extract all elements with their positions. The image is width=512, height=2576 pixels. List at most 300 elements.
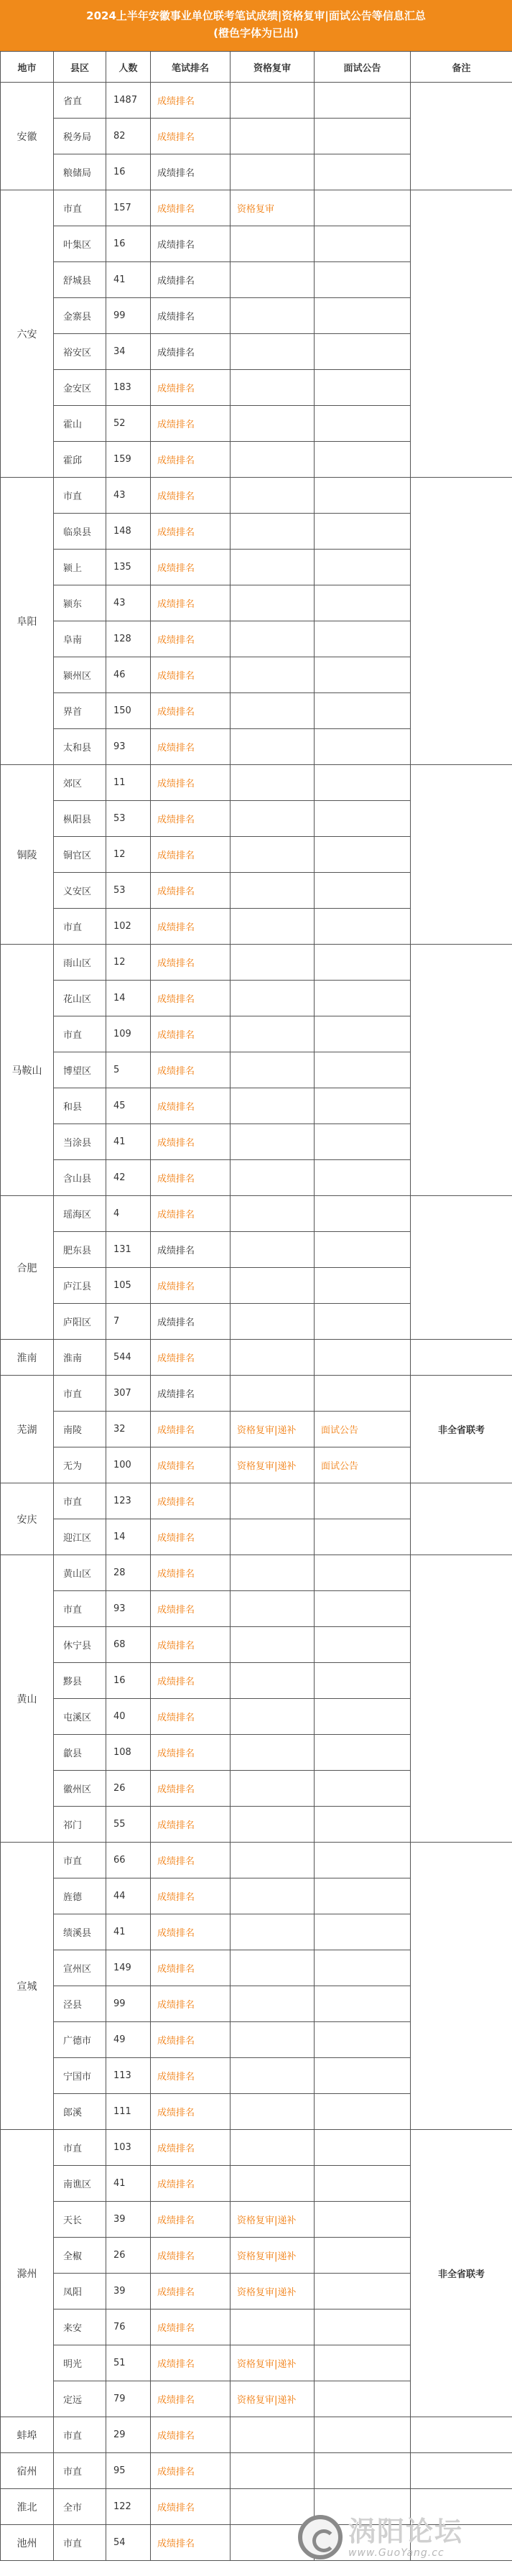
rank-link[interactable]: 成绩排名 (151, 2309, 231, 2345)
watermark-name: 涡阳论坛 (348, 2516, 464, 2547)
interview-link (315, 1340, 411, 1376)
review-link (231, 83, 315, 119)
review-link[interactable]: 资格复审|递补 (231, 2274, 315, 2309)
review-link[interactable]: 资格复审|递补 (231, 2381, 315, 2417)
table-row (1, 2417, 512, 2453)
interview-link (315, 1555, 411, 1591)
review-link (231, 2094, 315, 2130)
forum-logo-icon (298, 2515, 343, 2559)
note-cell (411, 190, 512, 478)
review-link (231, 1591, 315, 1627)
note-cell (411, 1483, 512, 1555)
count-cell: 12 (106, 945, 151, 981)
interview-link (315, 1986, 411, 2022)
city-cell: 六安 (1, 190, 54, 478)
rank-link[interactable]: 成绩排名 (151, 1412, 231, 1447)
rank-link[interactable]: 成绩排名 (151, 550, 231, 585)
interview-link (315, 1771, 411, 1807)
interview-link (315, 1376, 411, 1412)
district-cell: 含山县 (54, 1160, 106, 1196)
rank-link[interactable]: 成绩排名 (151, 1735, 231, 1771)
rank-link[interactable]: 成绩排名 (151, 981, 231, 1016)
interview-link (315, 1878, 411, 1914)
district-cell: 迎江区 (54, 1519, 106, 1555)
rank-link[interactable]: 成绩排名 (151, 693, 231, 729)
table-row (1, 190, 512, 226)
district-cell: 界首 (54, 693, 106, 729)
review-link (231, 909, 315, 945)
review-link (231, 1160, 315, 1196)
review-link (231, 1052, 315, 1088)
interview-link (315, 2381, 411, 2417)
rank-link[interactable]: 成绩排名 (151, 2453, 231, 2489)
review-link (231, 1771, 315, 1807)
count-cell: 148 (106, 514, 151, 550)
count-cell: 99 (106, 298, 151, 334)
watermark (298, 2508, 506, 2566)
interview-link[interactable]: 面试公告 (315, 1447, 411, 1483)
rank-link[interactable]: 成绩排名 (151, 729, 231, 765)
table-row (1, 2453, 512, 2489)
rank-link[interactable]: 成绩排名 (151, 1016, 231, 1052)
table-row (1, 945, 512, 981)
district-cell: 颍上 (54, 550, 106, 585)
rank-link[interactable]: 成绩排名 (151, 1663, 231, 1699)
rank-link[interactable]: 成绩排名 (151, 83, 231, 119)
district-cell: 歙县 (54, 1735, 106, 1771)
interview-link (315, 1663, 411, 1699)
interview-link (315, 1016, 411, 1052)
district-cell: 市直 (54, 2453, 106, 2489)
rank-link[interactable]: 成绩排名 (151, 657, 231, 693)
count-cell: 93 (106, 729, 151, 765)
rank-link[interactable]: 成绩排名 (151, 2345, 231, 2381)
interview-link (315, 2058, 411, 2094)
review-link (231, 334, 315, 370)
note-cell (411, 2453, 512, 2489)
rank-link[interactable]: 成绩排名 (151, 478, 231, 514)
district-cell: 雨山区 (54, 945, 106, 981)
count-cell: 41 (106, 1914, 151, 1950)
rank-link[interactable]: 成绩排名 (151, 1627, 231, 1663)
rank-link[interactable]: 成绩排名 (151, 1268, 231, 1304)
review-link[interactable]: 资格复审|递补 (231, 2238, 315, 2274)
note-cell (411, 83, 512, 190)
review-link (231, 837, 315, 873)
district-cell: 铜官区 (54, 837, 106, 873)
rank-link[interactable]: 成绩排名 (151, 1088, 231, 1124)
interview-link (315, 1843, 411, 1878)
interview-link (315, 1591, 411, 1627)
district-cell: 市直 (54, 2130, 106, 2166)
rank-link[interactable]: 成绩排名 (151, 837, 231, 873)
count-cell: 123 (106, 1483, 151, 1519)
interview-link (315, 1196, 411, 1232)
rank-link[interactable]: 成绩排名 (151, 1160, 231, 1196)
rank-link[interactable]: 成绩排名 (151, 1196, 231, 1232)
district-cell: 淮南 (54, 1340, 106, 1376)
count-cell: 54 (106, 2525, 151, 2561)
interview-link (315, 2130, 411, 2166)
interview-link (315, 2453, 411, 2489)
review-link (231, 2417, 315, 2453)
count-cell: 49 (106, 2022, 151, 2058)
interview-link (315, 1160, 411, 1196)
count-cell: 39 (106, 2274, 151, 2309)
review-link (231, 2130, 315, 2166)
rank-link[interactable]: 成绩排名 (151, 1591, 231, 1627)
count-cell: 41 (106, 1124, 151, 1160)
interview-link (315, 2202, 411, 2238)
table-row (1, 1483, 512, 1519)
review-link (231, 981, 315, 1016)
col-header-review: 资格复审 (231, 52, 315, 83)
rank-link[interactable]: 成绩排名 (151, 190, 231, 226)
interview-link (315, 370, 411, 406)
review-link (231, 1807, 315, 1843)
rank-link: 成绩排名 (151, 154, 231, 190)
rank-link: 成绩排名 (151, 262, 231, 298)
review-link (231, 154, 315, 190)
count-cell: 43 (106, 478, 151, 514)
review-link (231, 262, 315, 298)
interview-link (315, 442, 411, 478)
count-cell: 5 (106, 1052, 151, 1088)
review-link[interactable]: 资格复审 (231, 190, 315, 226)
count-cell: 41 (106, 262, 151, 298)
table-row (1, 1376, 512, 1412)
rank-link[interactable]: 成绩排名 (151, 1950, 231, 1986)
page-subtitle: (橙色字体为已出) (213, 27, 299, 40)
interview-link (315, 2166, 411, 2202)
review-link (231, 1016, 315, 1052)
rank-link[interactable]: 成绩排名 (151, 765, 231, 801)
review-link[interactable]: 资格复审|递补 (231, 1447, 315, 1483)
district-cell: 市直 (54, 2417, 106, 2453)
table-row (1, 2130, 512, 2166)
note-cell (411, 2417, 512, 2453)
interview-link (315, 2238, 411, 2274)
interview-link (315, 1627, 411, 1663)
district-cell: 粮储局 (54, 154, 106, 190)
city-cell: 淮南 (1, 1340, 54, 1376)
review-link (231, 1627, 315, 1663)
table-row (1, 83, 512, 119)
review-link (231, 226, 315, 262)
district-cell: 霍山 (54, 406, 106, 442)
review-link (231, 514, 315, 550)
review-link (231, 1878, 315, 1914)
rank-link[interactable]: 成绩排名 (151, 2166, 231, 2202)
district-cell: 省直 (54, 83, 106, 119)
rank-link[interactable]: 成绩排名 (151, 1878, 231, 1914)
rank-link[interactable]: 成绩排名 (151, 1052, 231, 1088)
count-cell: 102 (106, 909, 151, 945)
review-link (231, 370, 315, 406)
review-link (231, 406, 315, 442)
interview-link (315, 837, 411, 873)
rank-link[interactable]: 成绩排名 (151, 1483, 231, 1519)
rank-link[interactable]: 成绩排名 (151, 2130, 231, 2166)
rank-link[interactable]: 成绩排名 (151, 1519, 231, 1555)
rank-link[interactable]: 成绩排名 (151, 1124, 231, 1160)
interview-link (315, 1088, 411, 1124)
count-cell: 183 (106, 370, 151, 406)
interview-link (315, 2309, 411, 2345)
rank-link[interactable]: 成绩排名 (151, 1340, 231, 1376)
col-header-note: 备注 (411, 52, 512, 83)
city-cell: 安徽 (1, 83, 54, 190)
page-header (0, 0, 512, 51)
review-link (231, 442, 315, 478)
review-link (231, 1340, 315, 1376)
page-title: 2024上半年安徽事业单位联考笔试成绩|资格复审|面试公告等信息汇总 (86, 9, 426, 22)
review-link (231, 298, 315, 334)
district-cell: 税务局 (54, 119, 106, 154)
rank-link: 成绩排名 (151, 1232, 231, 1268)
interview-link (315, 406, 411, 442)
count-cell: 40 (106, 1699, 151, 1735)
rank-link[interactable]: 成绩排名 (151, 119, 231, 154)
interview-link[interactable]: 面试公告 (315, 1412, 411, 1447)
rank-link[interactable]: 成绩排名 (151, 2238, 231, 2274)
rank-link[interactable]: 成绩排名 (151, 2274, 231, 2309)
rank-link[interactable]: 成绩排名 (151, 2058, 231, 2094)
count-cell: 32 (106, 1412, 151, 1447)
count-cell: 113 (106, 2058, 151, 2094)
note-cell: 非全省联考 (411, 2130, 512, 2417)
rank-link: 成绩排名 (151, 1304, 231, 1340)
district-cell: 徽州区 (54, 1771, 106, 1807)
count-cell: 544 (106, 1340, 151, 1376)
count-cell: 26 (106, 2238, 151, 2274)
district-cell: 广德市 (54, 2022, 106, 2058)
rank-link[interactable]: 成绩排名 (151, 514, 231, 550)
note-cell (411, 1340, 512, 1376)
review-link (231, 1483, 315, 1519)
rank-link[interactable]: 成绩排名 (151, 621, 231, 657)
count-cell: 12 (106, 837, 151, 873)
rank-link[interactable]: 成绩排名 (151, 442, 231, 478)
district-cell: 定远 (54, 2381, 106, 2417)
count-cell: 68 (106, 1627, 151, 1663)
interview-link (315, 119, 411, 154)
review-link (231, 1986, 315, 2022)
city-cell: 宿州 (1, 2453, 54, 2489)
district-cell: 南陵 (54, 1412, 106, 1447)
review-link (231, 2309, 315, 2345)
note-cell: 非全省联考 (411, 1376, 512, 1483)
rank-link[interactable]: 成绩排名 (151, 1843, 231, 1878)
district-cell: 博望区 (54, 1052, 106, 1088)
district-cell: 庐阳区 (54, 1304, 106, 1340)
rank-link[interactable]: 成绩排名 (151, 1986, 231, 2022)
interview-link (315, 1519, 411, 1555)
review-link (231, 729, 315, 765)
district-cell: 裕安区 (54, 334, 106, 370)
district-cell: 全椒 (54, 2238, 106, 2274)
district-cell: 市直 (54, 1016, 106, 1052)
review-link (231, 1519, 315, 1555)
interview-link (315, 190, 411, 226)
count-cell: 51 (106, 2345, 151, 2381)
district-cell: 宁国市 (54, 2058, 106, 2094)
count-cell: 55 (106, 1807, 151, 1843)
district-cell: 天长 (54, 2202, 106, 2238)
district-cell: 黟县 (54, 1663, 106, 1699)
district-cell: 市直 (54, 1376, 106, 1412)
count-cell: 16 (106, 226, 151, 262)
rank-link[interactable]: 成绩排名 (151, 2094, 231, 2130)
district-cell: 无为 (54, 1447, 106, 1483)
review-link (231, 550, 315, 585)
rank-link[interactable]: 成绩排名 (151, 801, 231, 837)
district-cell: 宣州区 (54, 1950, 106, 1986)
interview-link (315, 1304, 411, 1340)
district-cell: 泾县 (54, 1986, 106, 2022)
count-cell: 46 (106, 657, 151, 693)
count-cell: 82 (106, 119, 151, 154)
review-link (231, 693, 315, 729)
city-cell: 阜阳 (1, 478, 54, 765)
count-cell: 159 (106, 442, 151, 478)
district-cell: 金寨县 (54, 298, 106, 334)
rank-link[interactable]: 成绩排名 (151, 909, 231, 945)
district-cell: 旌德 (54, 1878, 106, 1914)
district-cell: 全市 (54, 2489, 106, 2525)
table-row (1, 1196, 512, 1232)
note-cell (411, 1843, 512, 2130)
rank-link[interactable]: 成绩排名 (151, 1555, 231, 1591)
interview-link (315, 1232, 411, 1268)
interview-link (315, 262, 411, 298)
district-cell: 市直 (54, 2525, 106, 2561)
interview-link (315, 2022, 411, 2058)
col-header-count: 人数 (106, 52, 151, 83)
rank-link[interactable]: 成绩排名 (151, 2202, 231, 2238)
rank-link[interactable]: 成绩排名 (151, 2417, 231, 2453)
rank-link[interactable]: 成绩排名 (151, 2381, 231, 2417)
table-row (1, 1340, 512, 1376)
city-cell: 池州 (1, 2525, 54, 2561)
interview-link (315, 1914, 411, 1950)
interview-link (315, 298, 411, 334)
review-link (231, 801, 315, 837)
district-cell: 肥东县 (54, 1232, 106, 1268)
district-cell: 金安区 (54, 370, 106, 406)
review-link (231, 478, 315, 514)
table-header-row (1, 52, 512, 83)
interview-link (315, 1699, 411, 1735)
review-link (231, 1699, 315, 1735)
rank-link[interactable]: 成绩排名 (151, 1771, 231, 1807)
district-cell: 市直 (54, 909, 106, 945)
count-cell: 28 (106, 1555, 151, 1591)
count-cell: 66 (106, 1843, 151, 1878)
review-link (231, 1088, 315, 1124)
district-cell: 市直 (54, 1843, 106, 1878)
district-cell: 瑶海区 (54, 1196, 106, 1232)
district-cell: 舒城县 (54, 262, 106, 298)
count-cell: 11 (106, 765, 151, 801)
interview-link (315, 801, 411, 837)
count-cell: 108 (106, 1735, 151, 1771)
watermark-text (348, 2516, 463, 2559)
interview-link (315, 621, 411, 657)
district-cell: 义安区 (54, 873, 106, 909)
interview-link (315, 550, 411, 585)
district-cell: 太和县 (54, 729, 106, 765)
rank-link[interactable]: 成绩排名 (151, 1914, 231, 1950)
count-cell: 53 (106, 873, 151, 909)
review-link[interactable]: 资格复审|递补 (231, 1412, 315, 1447)
rank-link[interactable]: 成绩排名 (151, 2489, 231, 2525)
rank-link[interactable]: 成绩排名 (151, 945, 231, 981)
interview-link (315, 1124, 411, 1160)
rank-link: 成绩排名 (151, 334, 231, 370)
watermark-url: www.GuoYang.cc (348, 2547, 444, 2559)
count-cell: 122 (106, 2489, 151, 2525)
note-cell (411, 945, 512, 1196)
count-cell: 76 (106, 2309, 151, 2345)
review-link (231, 1914, 315, 1950)
review-link (231, 119, 315, 154)
interview-link (315, 873, 411, 909)
interview-link (315, 2274, 411, 2309)
table-row (1, 478, 512, 514)
review-link (231, 1843, 315, 1878)
district-cell: 市直 (54, 478, 106, 514)
rank-link[interactable]: 成绩排名 (151, 370, 231, 406)
rank-link[interactable]: 成绩排名 (151, 1807, 231, 1843)
note-cell (411, 1196, 512, 1340)
rank-link[interactable]: 成绩排名 (151, 585, 231, 621)
review-link (231, 1376, 315, 1412)
rank-link[interactable]: 成绩排名 (151, 2022, 231, 2058)
rank-link[interactable]: 成绩排名 (151, 406, 231, 442)
rank-link[interactable]: 成绩排名 (151, 1699, 231, 1735)
interview-link (315, 478, 411, 514)
district-cell: 庐江县 (54, 1268, 106, 1304)
count-cell: 111 (106, 2094, 151, 2130)
district-cell: 阜南 (54, 621, 106, 657)
review-link[interactable]: 资格复审|递补 (231, 2345, 315, 2381)
count-cell: 34 (106, 334, 151, 370)
district-cell: 凤阳 (54, 2274, 106, 2309)
review-link (231, 765, 315, 801)
count-cell: 45 (106, 1088, 151, 1124)
count-cell: 95 (106, 2453, 151, 2489)
count-cell: 149 (106, 1950, 151, 1986)
city-cell: 马鞍山 (1, 945, 54, 1196)
col-header-rank: 笔试排名 (151, 52, 231, 83)
rank-link: 成绩排名 (151, 1376, 231, 1412)
rank-link[interactable]: 成绩排名 (151, 2525, 231, 2561)
interview-link (315, 909, 411, 945)
note-cell (411, 765, 512, 945)
review-link[interactable]: 资格复审|递补 (231, 2202, 315, 2238)
interview-link (315, 1268, 411, 1304)
rank-link[interactable]: 成绩排名 (151, 873, 231, 909)
review-link (231, 2453, 315, 2489)
rank-link[interactable]: 成绩排名 (151, 1447, 231, 1483)
district-cell: 叶集区 (54, 226, 106, 262)
count-cell: 79 (106, 2381, 151, 2417)
district-cell: 郎溪 (54, 2094, 106, 2130)
interview-link (315, 585, 411, 621)
review-link (231, 873, 315, 909)
count-cell: 41 (106, 2166, 151, 2202)
